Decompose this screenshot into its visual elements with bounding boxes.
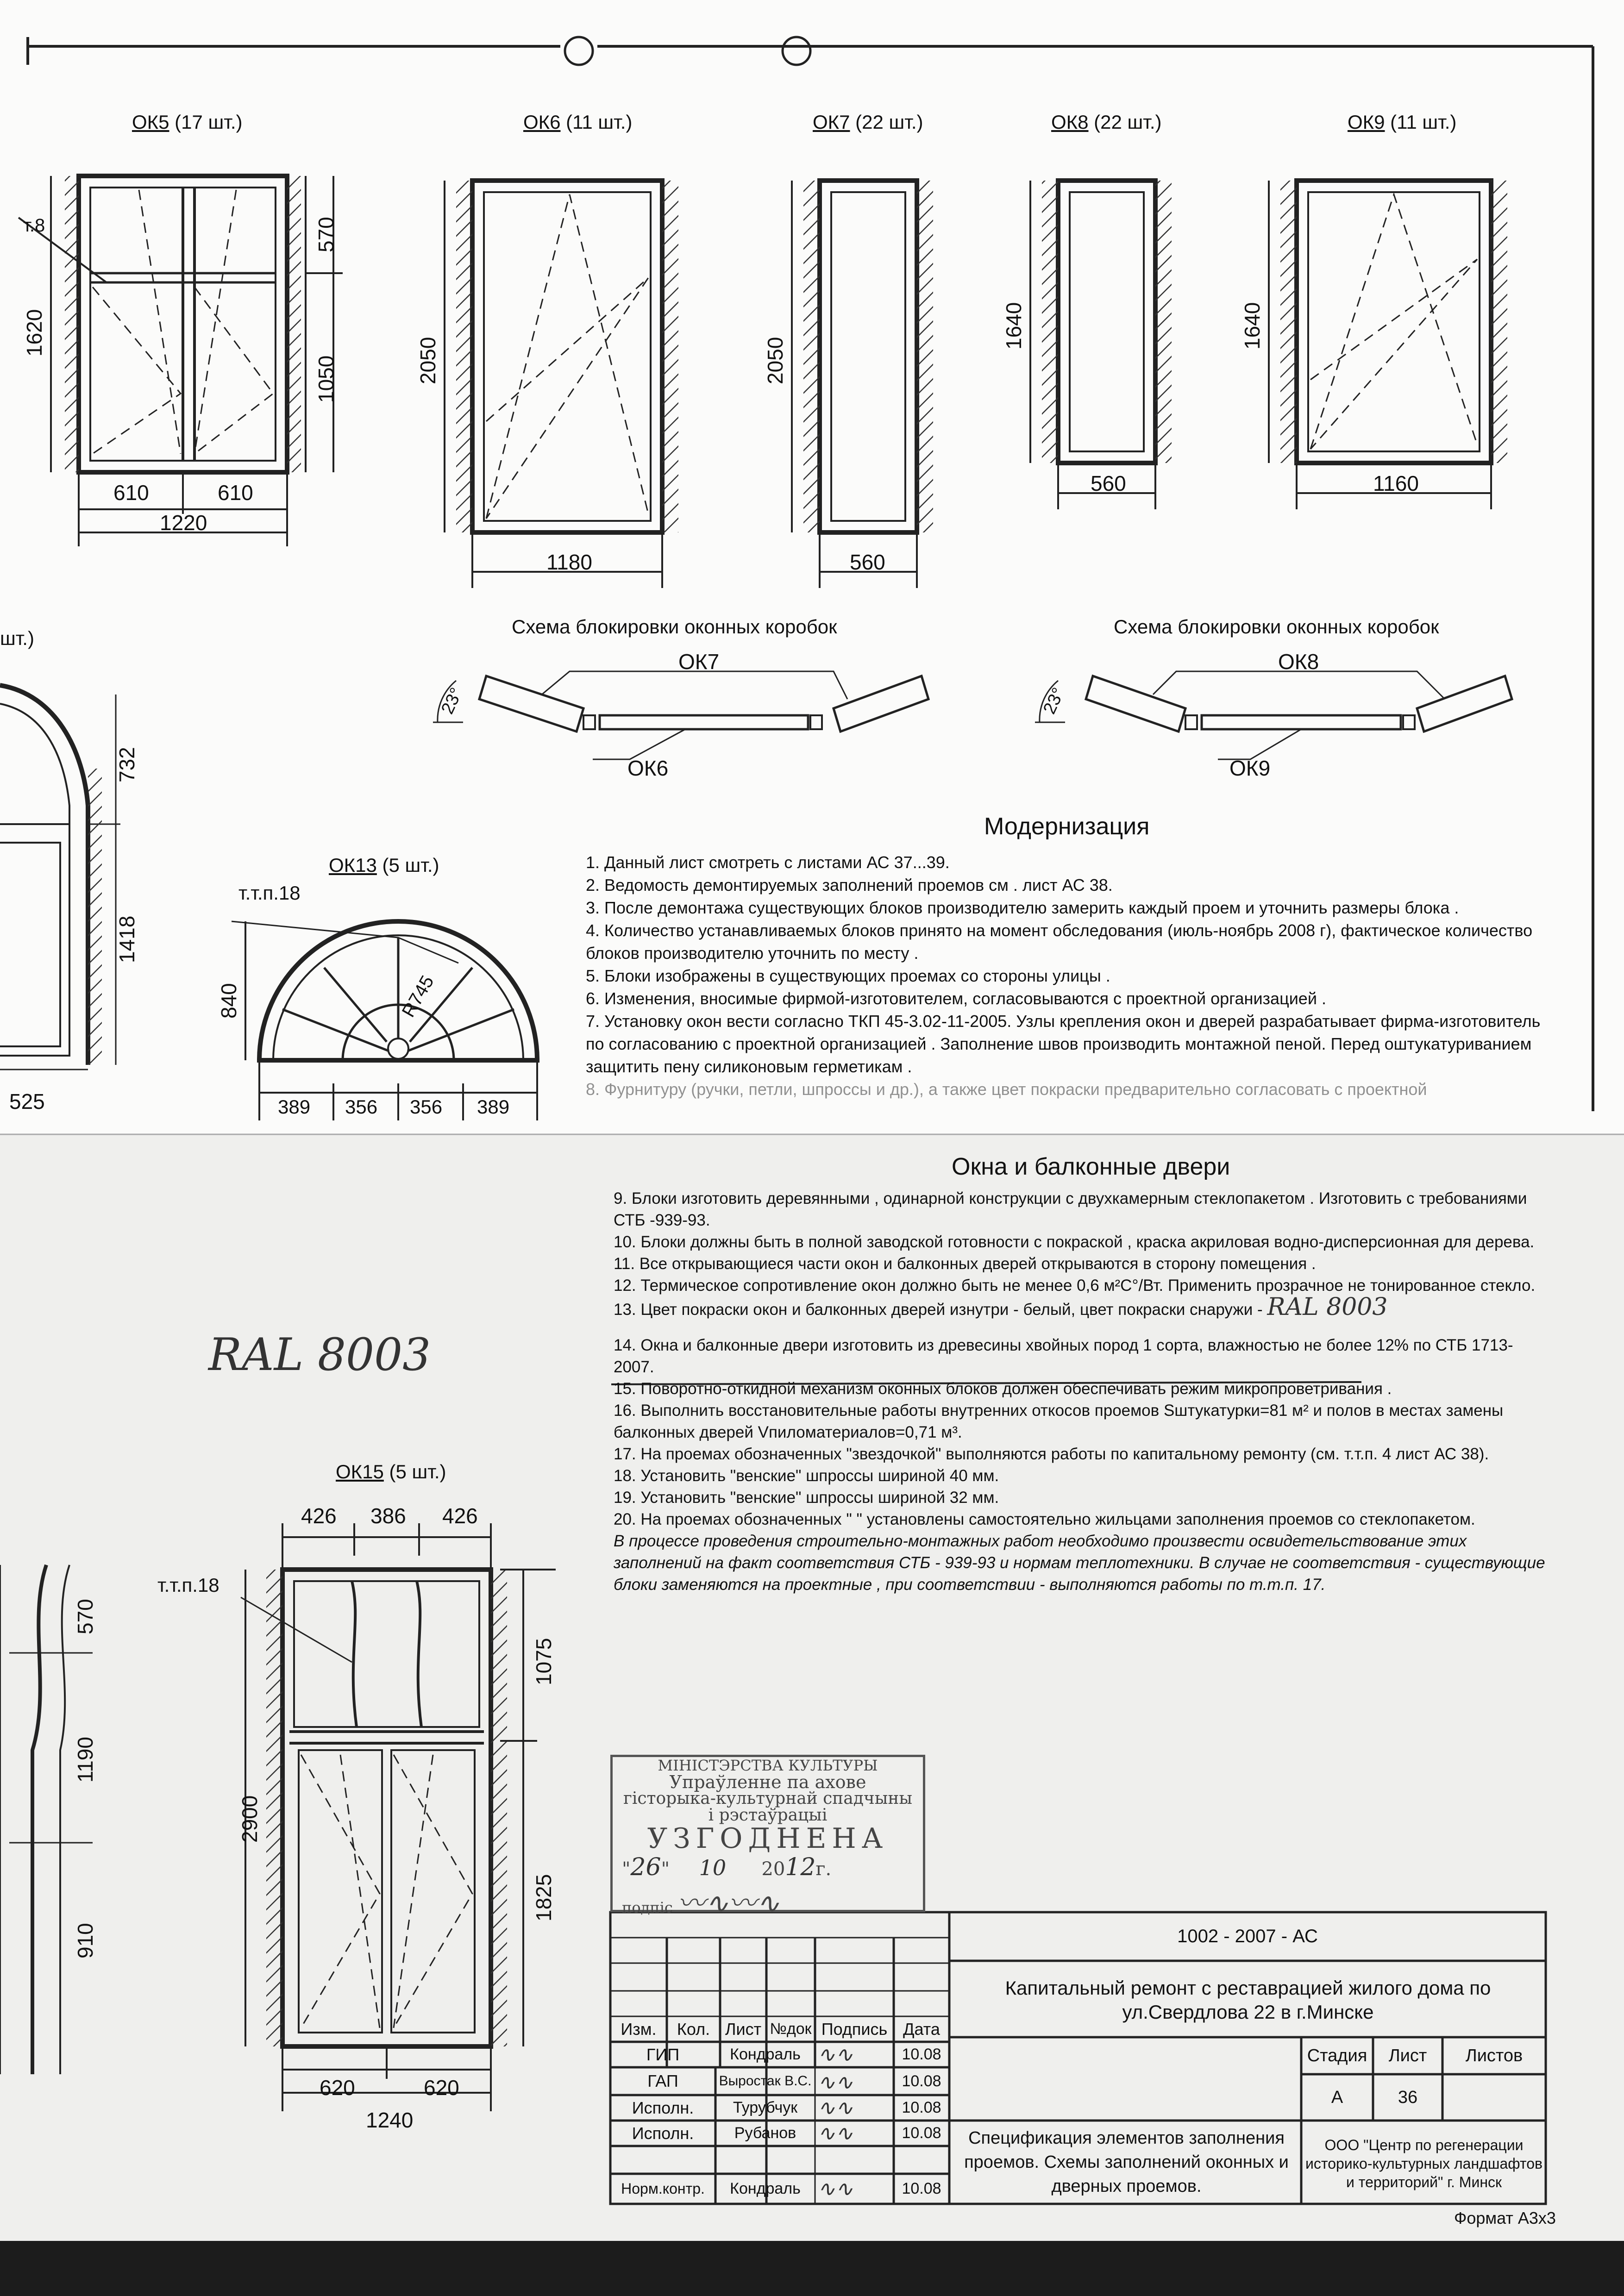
signer-name: Кондраль [730,2180,801,2197]
ok5-title: ОК5 (17 шт.) [132,111,243,133]
signer-role: ГИП [646,2045,680,2064]
ok5-height-bottom: 1050 [314,355,338,403]
scheme2-bottom-label: ОК9 [1229,756,1271,780]
ok15-height-bottom: 1825 [532,1874,556,1921]
organization: ООО "Центр по регенерации историко-культурных ландшафтов и территорий" г. Минск [1305,2136,1542,2190]
partial-door-h-a: 570 [73,1599,97,1634]
note-item: 13. Цвет покраски окон и балконных дверей изнутри - белый, цвет покраски снаружи - RAL 8003 [614,1293,1388,1321]
ok5-width-right: 610 [218,481,253,505]
note-item: 3. После демонтажа существующих блоков производителю замерить каждый проем и уточнить размеры блока . [586,898,1459,917]
ok15-callout: т.т.п.18 [157,1574,219,1596]
note-item: 6. Изменения, вносимые фирмой-изготовителем, согласовываются с проектной организацией . [586,989,1326,1008]
stage-value: А [1331,2087,1343,2107]
note-item: 2. Ведомость демонтируемых заполнений проемов см . лист АС 38. [586,876,1113,895]
note-item: 5. Блоки изображены в существующих проемах со стороны улицы . [586,966,1110,985]
sign-date: 10.08 [902,2046,941,2063]
ok6-width: 1180 [546,550,592,574]
ok15-width-right: 620 [424,2076,459,2100]
ok5-height-total: 1620 [22,309,46,357]
partial-left-door [0,1565,93,2074]
stamp-line: МІНІСТЭРСТВА КУЛЬТУРЫ [658,1757,878,1774]
note-item: 18. Установить "венские" шпроссы шириной 40 мм. [614,1467,999,1485]
ok8-width: 560 [1091,471,1126,495]
ok5-width-left: 610 [113,481,149,505]
scheme2-top-label: ОК8 [1278,650,1319,674]
scheme1-angle: 23° [438,684,467,717]
ok9-title: ОК9 (11 шт.) [1348,111,1457,133]
ok8-height: 1640 [1002,302,1026,350]
note-item: 4. Количество устанавливаемых блоков принято на момент обследования (июль-ноябрь 2008 г), фактическое количество блоков производителю уточнить по месту . [586,921,1533,963]
sheets-value [1442,2074,1546,2121]
sheet-format: Формат А3х3 [1454,2208,1556,2227]
ok6-window [445,181,678,588]
partial-door-h-c: 910 [73,1923,97,1958]
note-item: 10. Блоки должны быть в полной заводской готовности с покраской , краска акриловая водно-дисперсионная для дерева. [614,1233,1535,1251]
note-item: В процессе проведения строительно-монтажных работ необходимо произвести освидетельствование этих заполнений на факт соответствия СТБ - 939-93 и нормам теплотехники. В случае не соответствия - существующие блоки заменяются на проектные , при соответствии - выполняются работы по т.т.п. 17. [614,1532,1545,1594]
partial-height-top: 732 [115,747,139,782]
signature-mark: ∿∿ [817,2095,853,2120]
ok7-width: 560 [850,550,885,574]
ok15-top-width-2: 386 [370,1504,406,1528]
ok13-window [232,921,537,1120]
scheme1-top-label: ОК7 [678,650,720,674]
ok15-height-top: 1075 [532,1638,556,1685]
note-item: 8. Фурнитуру (ручки, петли, шпроссы и др.), а также цвет покраски предварительно согласовать с проектной [586,1080,1427,1099]
note-item: 20. На проемах обозначенных " " установлены самостоятельно жильцами заполнения проемов со стеклопакетом. [614,1510,1475,1528]
ok8-window [1030,181,1172,509]
modernization-heading: Модернизация [984,813,1150,840]
signer-role: Норм.контр. [621,2180,705,2197]
sign-date: 10.08 [902,2124,941,2142]
stamp-line: Упраўленне па ахове [669,1772,866,1792]
stage-header: Стадия [1307,2046,1367,2065]
ok5-edge-label: т.8 [23,215,45,236]
ok9-window [1269,181,1507,509]
signer-name: Турубчук [733,2099,798,2116]
tb-header: №док [770,2020,812,2038]
signature-mark: ∿∿ [817,2121,853,2146]
ok9-height: 1640 [1240,302,1264,350]
stamp-line: і рэстаўрацыі [708,1806,828,1825]
signature-mark: ∿∿ [817,2176,853,2201]
signature-mark: ∿∿ [817,2042,853,2067]
ok13-width-4: 389 [477,1096,510,1118]
stamp-line: гісторыка-культурнай спадчыны [623,1789,913,1808]
ok13-radius: R745 [398,972,438,1021]
ok15-door [241,1523,556,2111]
ok13-height: 840 [217,983,241,1019]
signer-name: Рубанов [734,2124,796,2142]
signer-role: ГАП [647,2071,678,2090]
ok13-width-3: 356 [410,1096,443,1118]
sign-date: 10.08 [902,2099,941,2116]
tb-header: Дата [903,2019,940,2039]
blocking-scheme-2 [1035,671,1512,759]
partial-window-count: шт.) [0,627,34,649]
ok13-width-2: 356 [345,1096,378,1118]
scheme1-bottom-label: ОК6 [627,756,669,780]
sheet-header: Лист [1388,2046,1427,2065]
note-item: 17. На проемах обозначенных "звездочкой" выполняются работы по капитальному ремонту (см. т.т.п. 4 лист АС 38). [614,1445,1489,1463]
ok13-title: ОК13 (5 шт.) [329,854,439,876]
stamp-date: "26" 10 2012г. [622,1853,832,1881]
scheme2-angle: 23° [1040,684,1069,717]
ok7-height: 2050 [763,337,787,384]
project-code: 1002 - 2007 - АС [1177,1926,1318,1946]
tb-header: Лист [725,2019,762,2039]
sign-date: 10.08 [902,2072,941,2090]
ok15-width-left: 620 [320,2076,355,2100]
approval-stamp [610,1755,925,1920]
signer-name: Кондраль [730,2046,801,2063]
modernization-notes [586,851,1549,1117]
note-item: 7. Установку окон вести согласно ТКП 45-3.02-11-2005. Узлы крепления окон и дверей разрабатывает фирма-изготовитель по согласованию с проектной организацией . Заполнение швов производить монтажной пеной. Перед оштукатуриванием защитить пену силиконовым герметикам . [586,1012,1541,1076]
note-item: 9. Блоки изготовить деревянными , одинарной конструкции с двухкамерным стеклопакетом . Изготовить с требованиями СТБ -939-93. [614,1189,1527,1229]
ok6-height: 2050 [416,337,440,384]
ok15-title: ОК15 (5 шт.) [336,1461,446,1483]
partial-height-mid: 1418 [115,915,139,963]
sheet-value: 36 [1398,2087,1418,2107]
ok5-width-total: 1220 [160,511,207,535]
ok7-window [792,181,933,588]
tb-header: Кол. [677,2019,710,2039]
signature-mark: ∿∿ [817,2070,853,2095]
partial-arched-window [0,685,120,1070]
tb-header: Изм. [621,2019,657,2039]
signer-role: Исполн. [632,2123,694,2143]
stamp-title: УЗГОДНЕНА [647,1822,889,1855]
binder-hole [565,37,593,65]
signer-name: Выростак В.С. [719,2073,812,2089]
note-item: 15. Поворотно-откидной механизм оконных блоков должен обеспечивать режим микропроветривания . [614,1380,1392,1398]
note-item: 1. Данный лист смотреть с листами АС 37...39. [586,853,950,872]
sheet-description: Спецификация элементов заполнения проемов. Схемы заполнений оконных и дверных проемов. [964,2128,1289,2196]
note-item: 12. Термическое сопротивление окон должно быть не менее 0,6 м²С°/Вт. Применить прозрачное не тонированное стекло. [614,1276,1536,1295]
windows-doors-notes [614,1188,1549,1595]
ok7-title: ОК7 (22 шт.) [813,111,923,133]
ok15-top-width-3: 426 [442,1504,478,1528]
signer-role: Исполн. [632,2098,694,2117]
partial-width-fragment: 525 [9,1089,45,1114]
ok5-window [19,176,343,546]
blocking-scheme-1 [433,671,928,759]
note-item: 11. Все открывающиеся части окон и балконных дверей открываются в сторону помещения . [614,1255,1316,1273]
binder-hole [783,37,810,65]
ok8-title: ОК8 (22 шт.) [1051,111,1162,133]
windows-doors-heading: Окна и балконные двери [952,1153,1230,1180]
ok9-width: 1160 [1373,471,1419,495]
partial-door-h-b: 1190 [73,1737,97,1783]
stamp-sign-label: подпіс 〰∿〰∿ [622,1887,780,1920]
ral-inline-handwriting: RAL 8003 [1267,1293,1388,1321]
ral-margin-handwriting: RAL 8003 [208,1329,431,1381]
ok15-top-width-1: 426 [301,1504,337,1528]
ok6-title: ОК6 (11 шт.) [523,111,633,133]
scheme2-title: Схема блокировки оконных коробок [1114,616,1439,638]
ok15-height-total: 2900 [238,1795,262,1843]
note-item: 14. Окна и балконные двери изготовить из древесины хвойных пород 1 сорта, влажностью не более 12% по СТБ 1713-2007. [614,1336,1513,1376]
ok5-height-top: 570 [314,217,338,252]
sheets-header: Листов [1465,2046,1523,2065]
ok15-width-total: 1240 [366,2108,414,2132]
tb-header: Подпись [821,2019,888,2039]
scheme1-title: Схема блокировки оконных коробок [512,616,837,638]
note-item: 19. Установить "венские" шпроссы шириной 32 мм. [614,1489,999,1507]
note-item: 16. Выполнить восстановительные работы внутренних откосов проемов Sштукатурки=81 м² и полов в местах замены балконных дверей Vпиломатериалов=0,71 м³. [614,1401,1504,1441]
sign-date: 10.08 [902,2180,941,2197]
project-title: Капитальный ремонт с реставрацией жилого дома по ул.Свердлова 22 в г.Минске [1005,1977,1491,2023]
ok13-width-1: 389 [278,1096,311,1118]
ok13-callout: т.т.п.18 [238,882,301,904]
